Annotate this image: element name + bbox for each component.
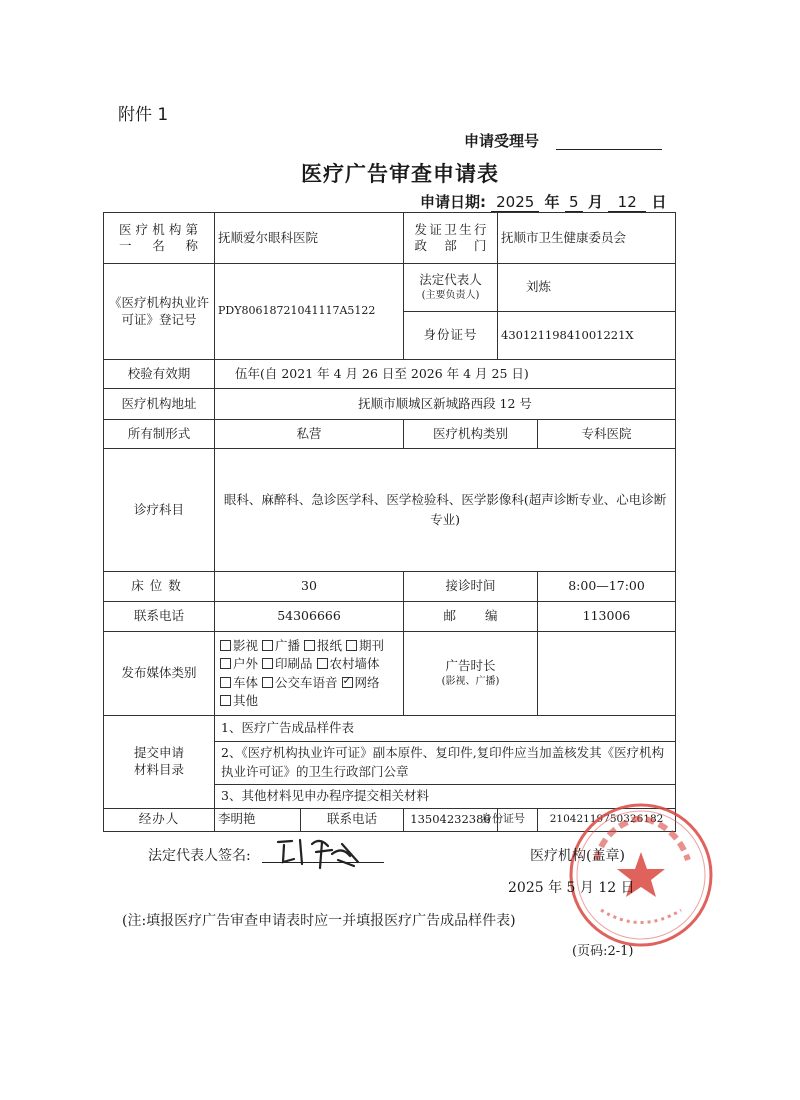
media-option-7[interactable]: 车体 xyxy=(220,675,258,690)
handler-label: 经办人 xyxy=(104,808,215,831)
inst-name-label: 医疗机构第一名称 xyxy=(104,213,215,264)
address-label: 医疗机构地址 xyxy=(104,389,215,420)
seal-date: 2025 年 5 月 12 日 xyxy=(508,880,635,896)
issuer-label: 发证卫生行政部门 xyxy=(404,213,498,264)
beds-value: 30 xyxy=(215,572,404,602)
signature-label: 法定代表人签名: xyxy=(148,848,251,864)
category-value: 专科医院 xyxy=(538,420,676,449)
media-row-3 xyxy=(220,674,400,692)
legal-rep-label-cell xyxy=(404,264,498,312)
hours-value: 8:00—17:00 xyxy=(538,572,676,602)
date-day-unit: 日 xyxy=(651,193,667,211)
phone-label: 联系电话 xyxy=(104,602,215,632)
media-option-2[interactable]: 报纸 xyxy=(304,638,342,653)
date-label: 申请日期: xyxy=(420,193,486,211)
dept-value: 眼科、麻醉科、急诊医学科、医学检验科、医学影像科(超声诊断专业、心电诊断专业) xyxy=(215,449,676,572)
acceptance-number-label: 申请受理号 xyxy=(464,132,540,150)
hours-label: 接诊时间 xyxy=(404,572,538,602)
beds-label: 床位数 xyxy=(104,572,215,602)
id-value: 43012119841001221X xyxy=(498,312,676,360)
media-option-6[interactable]: 农村墙体 xyxy=(317,656,380,671)
official-seal-stamp xyxy=(566,800,716,950)
handler-value: 李明艳 xyxy=(215,808,301,831)
validity-value: 伍年(自 2021 年 4 月 26 日至 2026 年 4 月 25 日) xyxy=(215,360,676,389)
address-value: 抚顺市顺城区新城路西段 12 号 xyxy=(215,389,676,420)
media-row-2 xyxy=(220,655,400,673)
media-row-4 xyxy=(220,692,400,710)
media-label: 发布媒体类别 xyxy=(104,632,215,716)
checkbox-icon xyxy=(317,658,328,669)
handwritten-signature xyxy=(272,832,382,872)
materials-item-2: 2、《医疗机构执业许可证》副本原件、复印件,复印件应当加盖核发其《医疗机构执业许可证》的卫生行政部门公章 xyxy=(215,742,676,785)
checkbox-icon xyxy=(220,658,231,669)
validity-label: 校验有效期 xyxy=(104,360,215,389)
date-day: 12 xyxy=(608,193,646,212)
id-label: 身份证号 xyxy=(404,312,498,360)
inst-name-value: 抚顺爱尔眼科医院 xyxy=(215,213,404,264)
media-option-5[interactable]: 印刷品 xyxy=(262,656,313,671)
date-year: 2025 xyxy=(491,193,539,212)
category-label: 医疗机构类别 xyxy=(404,420,538,449)
date-month: 5 xyxy=(565,193,583,212)
dept-label: 诊疗科目 xyxy=(104,449,215,572)
legal-rep-label: 法定代表人 xyxy=(419,272,482,288)
ad-duration-label: 广告时长 xyxy=(445,658,496,674)
checkbox-icon xyxy=(220,677,231,688)
date-year-unit: 年 xyxy=(544,193,560,211)
attachment-label: 附件 1 xyxy=(118,105,169,125)
ad-duration-sublabel: (影视、广播) xyxy=(441,676,500,688)
ownership-label: 所有制形式 xyxy=(104,420,215,449)
org-seal-label: 医疗机构(盖章) xyxy=(530,848,625,864)
media-option-9[interactable]: ✓ 网络 xyxy=(342,675,380,690)
page-number: (页码:2-1) xyxy=(572,944,634,959)
legal-rep-value: 刘炼 xyxy=(498,264,676,312)
materials-label: 提交申请材料目录 xyxy=(104,716,215,809)
handler-phone-label: 联系电话 xyxy=(301,808,404,831)
date-month-unit: 月 xyxy=(587,193,603,211)
license-value: PDY80618721041117A5122 xyxy=(215,264,404,360)
handler-id-value: 21042119750326182 xyxy=(538,808,676,831)
footnote: (注:填报医疗广告审查申请表时应一并填报医疗广告成品样件表) xyxy=(122,913,516,929)
checkbox-icon xyxy=(262,658,273,669)
acceptance-number-blank xyxy=(556,149,662,150)
phone-value: 54306666 xyxy=(215,602,404,632)
application-date xyxy=(420,191,666,212)
license-label: 《医疗机构执业许可证》登记号 xyxy=(104,264,215,360)
checkbox-icon xyxy=(304,640,315,651)
media-option-0[interactable]: 影视 xyxy=(220,638,258,653)
checkbox-icon xyxy=(220,640,231,651)
media-option-10[interactable]: 其他 xyxy=(220,693,258,708)
media-option-3[interactable]: 期刊 xyxy=(346,638,384,653)
materials-item-1: 1、医疗广告成品样件表 xyxy=(215,716,676,742)
media-options xyxy=(215,632,404,716)
handler-id-label: 身份证号 xyxy=(498,808,538,831)
media-row-1 xyxy=(220,637,400,655)
handler-phone-value: 13504232386 xyxy=(404,808,498,831)
checkbox-icon xyxy=(262,677,273,688)
legal-rep-sublabel: (主要负责人) xyxy=(421,290,480,302)
materials-item-3: 3、其他材料见申办程序提交相关材料 xyxy=(215,784,676,808)
postcode-value: 113006 xyxy=(538,602,676,632)
media-option-8[interactable]: 公交车语音 xyxy=(262,675,338,690)
issuer-value: 抚顺市卫生健康委员会 xyxy=(498,213,676,264)
media-option-1[interactable]: 广播 xyxy=(262,638,300,653)
ownership-value: 私营 xyxy=(215,420,404,449)
checkbox-icon xyxy=(220,695,231,706)
application-form-table xyxy=(103,212,676,832)
form-title: 医疗广告审查申请表 xyxy=(301,162,499,186)
checkbox-icon xyxy=(262,640,273,651)
media-option-4[interactable]: 户外 xyxy=(220,656,258,671)
checkbox-checked-icon xyxy=(342,677,353,688)
postcode-label: 邮编 xyxy=(404,602,538,632)
ad-duration-label-cell xyxy=(404,632,538,716)
ad-duration-value[interactable] xyxy=(538,632,676,716)
checkbox-icon xyxy=(346,640,357,651)
